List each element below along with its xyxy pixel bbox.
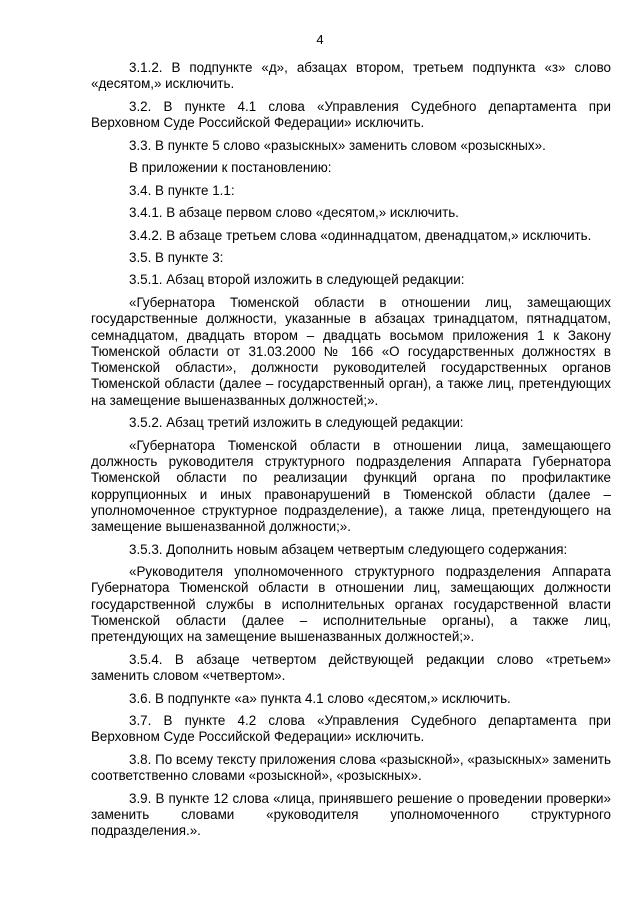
- paragraph-3-4: 3.4. В пункте 1.1:: [129, 182, 235, 198]
- paragraph-3-5-4: 3.5.4. В абзаце четвертом действующей редакции слово «третьем» заменить словом «четвертом».: [91, 651, 611, 684]
- paragraph-3-5-3: 3.5.3. Дополнить новым абзацем четвертым следующего содержания:: [129, 541, 568, 557]
- paragraph-3-5: 3.5. В пункте 3:: [129, 249, 224, 265]
- paragraph-3-9: 3.9. В пункте 12 слова «лица, принявшего решение о проведении проверки» заменить словами «руководителя уполномоченного структурного подразделения.».: [91, 790, 611, 839]
- paragraph-3-1-2: 3.1.2. В подпункте «д», абзацах втором, третьем подпункта «з» слово «десятом,» исключить.: [91, 60, 611, 92]
- paragraph-quote-governor-1: «Губернатора Тюменской области в отношении лиц, замещающих государственные должности, указанные в абзацах тринадцатом, пятнадцатом, семнадцатом, двадцать втором – двадцать восьмом приложения 1 к Закону Тюменской области от 31.03.2000 № 166 «О государственных должностях в Тюменской области», должности руководителей государственных органов Тюменской области (далее – государственный орган), а также лиц, претендующих на замещение вышеназванных должностей;».: [91, 294, 611, 408]
- document-body: [91, 60, 611, 846]
- paragraph-3-3: 3.3. В пункте 5 слово «разыскных» заменить словом «розыскных».: [129, 137, 546, 153]
- paragraph-3-4-2: 3.4.2. В абзаце третьем слова «одиннадцатом, двенадцатом,» исключить.: [129, 227, 592, 243]
- paragraph-3-7: 3.7. В пункте 4.2 слова «Управления Судебного департамента при Верховном Суде Российской Федерации» исключить.: [91, 713, 611, 745]
- page-number: 4: [316, 32, 324, 47]
- paragraph-3-2: 3.2. В пункте 4.1 слова «Управления Судебного департамента при Верховном Суде Российской Федерации» исключить.: [91, 98, 611, 131]
- paragraph-appendix-intro: В приложении к постановлению:: [129, 160, 332, 176]
- paragraph-3-4-1: 3.4.1. В абзаце первом слово «десятом,» исключить.: [129, 205, 459, 221]
- paragraph-quote-governor-2: «Губернатора Тюменской области в отношении лица, замещающего должность руководителя структурного подразделения Аппарата Губернатора Тюменской области по реализации функций органа по профилактике коррупционных и иных правонарушений в Тюменской области (далее – уполномоченное структурное подразделение), а также лица, претендующего на замещение вышеназванной должности;».: [91, 437, 611, 535]
- paragraph-quote-head-of-unit: «Руководителя уполномоченного структурного подразделения Аппарата Губернатора Тюменской области в отношении лиц, замещающих должности государственной службы в исполнительных органах государственной власти Тюменской области (далее – исполнительные органы), а также лиц, претендующих на замещение вышеназванных должностей;».: [91, 564, 611, 645]
- paragraph-3-6: 3.6. В подпункте «а» пункта 4.1 слово «десятом,» исключить.: [129, 690, 511, 706]
- paragraph-3-5-1: 3.5.1. Абзац второй изложить в следующей редакции:: [129, 272, 465, 288]
- paragraph-3-5-2: 3.5.2. Абзац третий изложить в следующей редакции:: [129, 415, 464, 431]
- paragraph-3-8: 3.8. По всему тексту приложения слова «разыскной», «разыскных» заменить соответственно словами «розыскной», «розыскных».: [91, 751, 611, 784]
